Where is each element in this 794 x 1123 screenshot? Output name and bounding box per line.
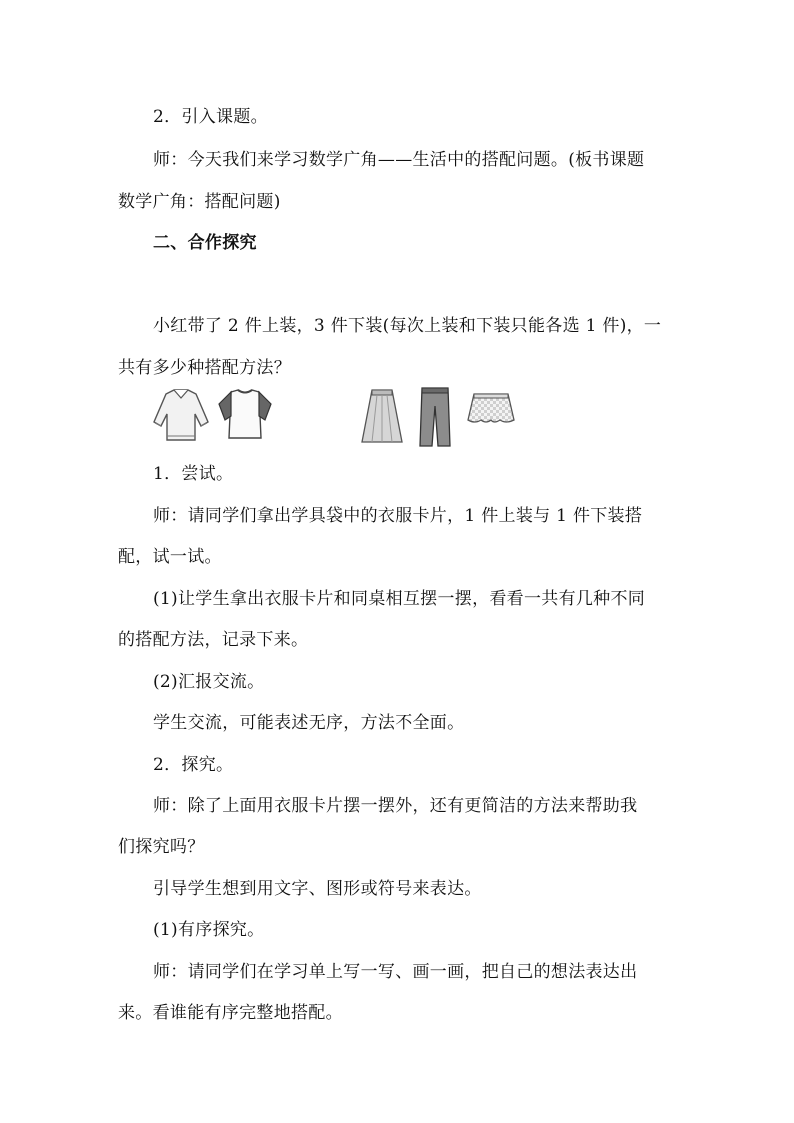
problem-line: 小红带了 2 件上装，3 件下装(每次上装和下装只能各选 1 件)，一: [153, 316, 662, 336]
paragraph-line: 的搭配方法，记录下来。: [118, 630, 309, 650]
paragraph-line: (2)汇报交流。: [153, 672, 265, 692]
paragraph-line: 们探究吗？: [118, 837, 205, 857]
skirt-icon: [360, 386, 404, 446]
tshirt-icon: [216, 386, 274, 442]
shirt-collar-icon: [152, 386, 210, 442]
pants-icon: [416, 386, 454, 448]
short-skirt-icon: [466, 386, 516, 430]
step-2-intro: 2．引入课题。: [153, 107, 268, 127]
paragraph-line: 师：请同学们在学习单上写一写、画一画，把自己的想法表达出: [153, 962, 638, 982]
paragraph-line: 数学广角：搭配问题): [118, 192, 281, 212]
paragraph-line: (1)让学生拿出衣服卡片和同桌相互摆一摆，看看一共有几种不同: [153, 589, 646, 609]
step-2-title: 2．探究。: [153, 755, 234, 775]
paragraph-line: 学生交流，可能表述无序，方法不全面。: [153, 713, 465, 733]
paragraph-line: 配，试一试。: [118, 547, 222, 567]
paragraph-line: 师：今天我们来学习数学广角——生活中的搭配问题。(板书课题: [153, 150, 645, 170]
paragraph-line: 师：请同学们拿出学具袋中的衣服卡片，1 件上装与 1 件下装搭: [153, 506, 643, 526]
paragraph-line: 来。看谁能有序完整地搭配。: [118, 1003, 343, 1023]
problem-line: 共有多少种搭配方法？: [118, 358, 291, 378]
paragraph-line: (1)有序探究。: [153, 920, 265, 940]
paragraph-line: 引导学生想到用文字、图形或符号来表达。: [153, 879, 482, 899]
paragraph-line: 师：除了上面用衣服卡片摆一摆外，还有更简洁的方法来帮助我: [153, 796, 638, 816]
section-heading: 二、合作探究: [153, 233, 257, 253]
step-1-title: 1．尝试。: [153, 464, 234, 484]
clothes-figure: [150, 386, 530, 450]
